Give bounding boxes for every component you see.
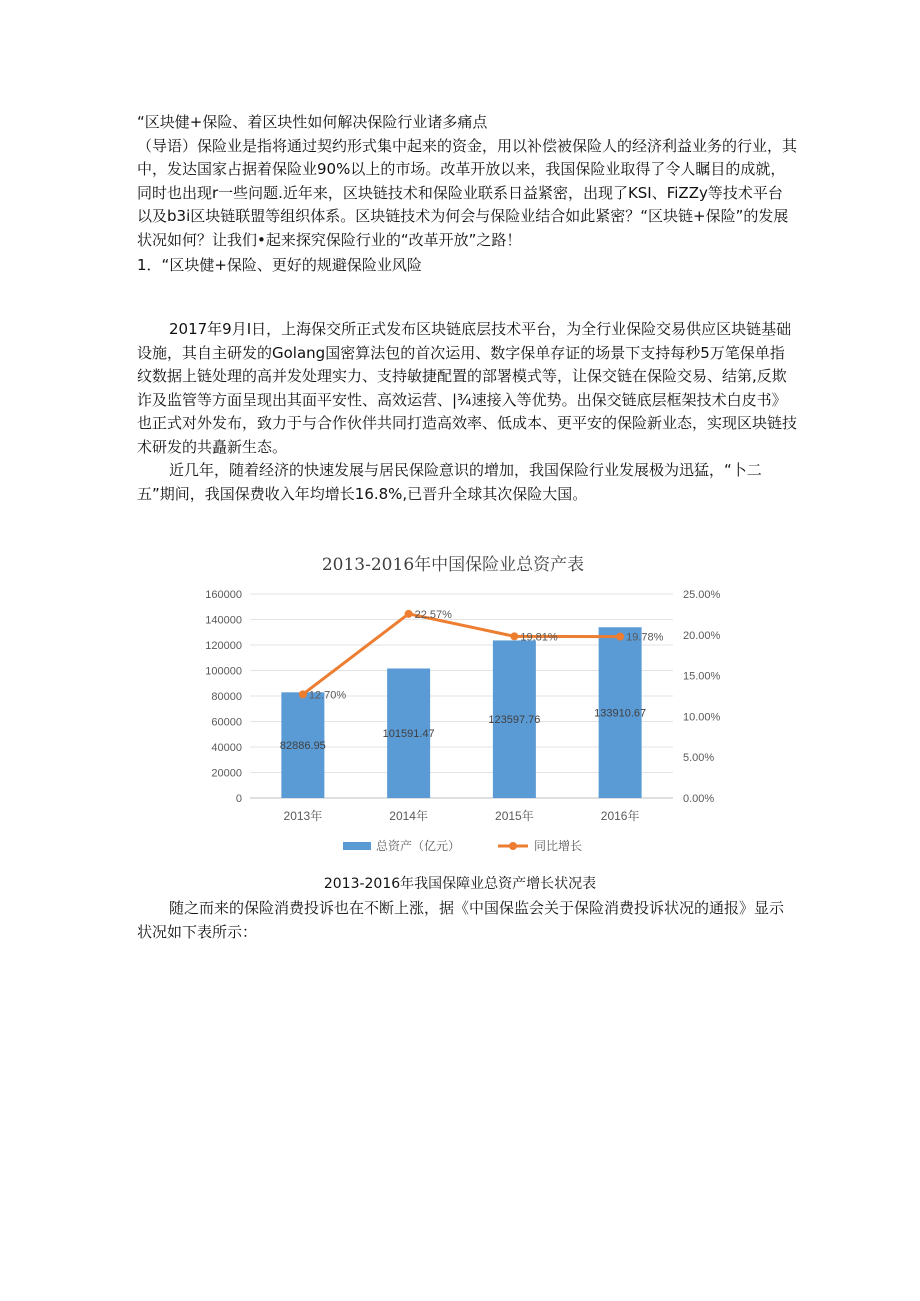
growth-point — [510, 632, 518, 640]
article-title: “区块健+保险、着区块性如何解决保险行业诸多痛点 — [137, 113, 488, 131]
paragraph-complaints: 随之而来的保险消费投诉也在不断上涨，据《中国保监会关于保险消费投诉状况的通报》显示状况如下表所示： — [137, 899, 785, 941]
x-tick-label: 2013年 — [283, 809, 323, 823]
complaint-section — [137, 897, 797, 944]
growth-point — [616, 633, 624, 641]
y-left-tick-label: 120000 — [205, 640, 242, 652]
chart-caption: 2013-2016年我国保障业总资产增长状况表 — [323, 876, 597, 892]
y-left-tick-label: 160000 — [205, 589, 242, 601]
y-right-tick-label: 15.00% — [683, 670, 721, 683]
bar-value-label: 123597.76 — [488, 714, 541, 727]
y-right-tick-label: 5.00% — [683, 752, 715, 765]
growth-point — [405, 610, 413, 618]
growth-value-label: 12.70% — [308, 689, 347, 702]
asset-chart — [178, 548, 728, 868]
bar-value-label: 82886.95 — [279, 740, 326, 753]
legend-line-label: 同比增长 — [534, 839, 583, 853]
intro-section — [137, 111, 797, 278]
y-left-tick-label: 60000 — [211, 716, 242, 729]
y-left-tick-label: 0 — [235, 793, 242, 805]
y-left-tick-label: 100000 — [205, 665, 242, 678]
x-tick-label: 2016年 — [600, 809, 640, 823]
chart-title: 2013-2016年中国保险业总资产表 — [321, 555, 585, 575]
section-1-body — [137, 318, 797, 506]
y-left-tick-label: 140000 — [205, 614, 242, 627]
x-tick-label: 2015年 — [495, 809, 534, 823]
legend-line-marker — [509, 842, 517, 850]
growth-line — [303, 614, 620, 695]
section-heading-1: 1．“区块健+保险、更好的规避保险业风险 — [137, 256, 422, 274]
y-left-tick-label: 80000 — [211, 691, 242, 703]
growth-value-label: 19.78% — [626, 631, 664, 644]
y-left-tick-label: 20000 — [211, 767, 242, 780]
bar-value-label: 133910.67 — [594, 707, 647, 720]
x-tick-label: 2014年 — [389, 809, 428, 823]
legend-bar-swatch — [343, 842, 371, 850]
y-right-tick-label: 25.00% — [683, 589, 721, 601]
paragraph-platform: 2017年9月I日，上海保交所正式发布区块链底层技术平台，为全行业保险交易供应区块链基础设施，其自主研发的Golang国密算法包的首次运用、数字保单存证的场景下支持每秒5万笔保单指纹数据上链处理的高并发处理实力、支持敏捷配置的部署模式等，让保交链在保险交易、结第,反欺诈及监管等方面呈现出其面平安性、高效运营、|¾速接入等优势。出保交链底层框架技术白皮书》也正式对外发布，致力于与合作伙伴共同打造高效率、低成本、更平安的保险新业态，实现区块链技术研发的共矗新生态。 — [137, 320, 798, 456]
bar-value-label: 101591.47 — [382, 728, 435, 741]
y-right-tick-label: 10.00% — [683, 711, 721, 724]
y-right-tick-label: 0.00% — [683, 793, 715, 805]
intro-paragraph: （导语）保险业是指将通过契约形式集中起来的资金，用以补偿被保险人的经济利益业务的行业，其中，发达国家占据着保险业90%以上的市场。改革开放以来，我国保险业取得了令人瞩目的成就，同时也出现r一些问题.近年来，区块链技术和保险业联系日益紧密，出现了KSI、FiZZy等技术平台以及b3i区块链联盟等组织体系。区块链技术为何会与保险业结合如此紧密？“区块链+保险”的发展状况如何？让我们•起来探究保险行业的“改革开放”之路！ — [137, 136, 798, 249]
chart-canvas — [178, 548, 728, 868]
y-right-tick-label: 20.00% — [683, 629, 721, 642]
growth-point — [299, 690, 307, 698]
growth-value-label: 22.57% — [414, 608, 452, 621]
legend-bar-label: 总资产（亿元） — [376, 839, 461, 853]
growth-value-label: 19.81% — [520, 631, 558, 644]
y-left-tick-label: 40000 — [211, 742, 242, 754]
paragraph-growth: 近几年，随着经济的快速发展与居民保险意识的增加，我国保险行业发展极为迅猛，“卜二五”期间，我国保费收入年均增长16.8%,已晋升全球其次保险大国。 — [137, 461, 762, 503]
